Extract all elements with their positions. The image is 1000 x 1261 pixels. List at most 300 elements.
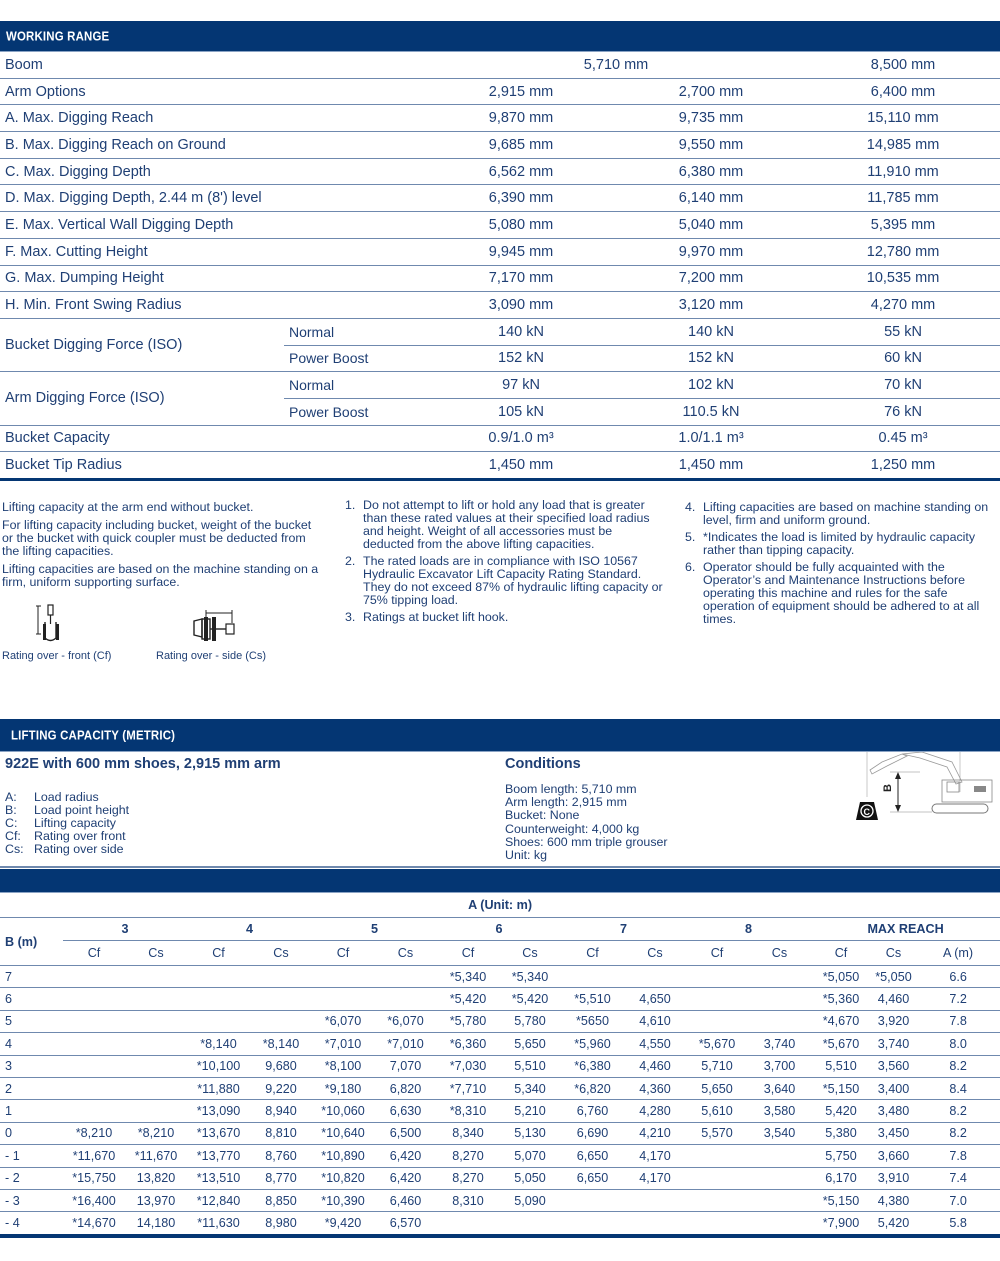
table-row [0,988,1000,1010]
bucket-tip-radius-row [0,452,1000,480]
capacity-cell: 5,070 [499,1145,561,1167]
capacity-cell: *13,090 [187,1100,250,1122]
note-text: For lifting capacity including bucket, weight of the bucket or the bucket with quick coupler must be deducted from the lifting capacities. [2,518,312,558]
spec-row [0,185,1000,212]
capacity-cell: 6.6 [916,966,1000,988]
capacity-cell: 8,810 [250,1122,312,1144]
capacity-cell: 8,270 [437,1167,499,1189]
group-header: 4 [187,918,312,941]
row-label: D. Max. Digging Depth, 2.44 m (8') level [0,185,426,212]
capacity-cell: 8,760 [250,1145,312,1167]
capacity-cell: 6,420 [374,1167,437,1189]
condition-item: Boom length: 5,710 mm [505,782,637,796]
capacity-cell [624,966,686,988]
capacity-cell [312,988,374,1010]
value: 1,450 mm [426,452,616,480]
value: 102 kN [616,372,806,399]
capacity-cell: *5,960 [561,1033,624,1055]
value: 9,735 mm [616,105,806,132]
capacity-cell: 8,340 [437,1122,499,1144]
capacity-cell: *8,100 [312,1055,374,1077]
capacity-cell [63,1033,125,1055]
capacity-cell [561,1189,624,1211]
capacity-cell: 5,610 [686,1100,748,1122]
value: 1.0/1.1 m³ [616,425,806,452]
table-row [0,1145,1000,1167]
value: 8,500 mm [806,52,1000,78]
sub-label: Power Boost [284,345,426,372]
capacity-cell: *10,060 [312,1100,374,1122]
capacity-cell: *7,010 [312,1033,374,1055]
capacity-cell: 6,460 [374,1189,437,1211]
value: 140 kN [426,318,616,345]
value: 12,780 mm [806,238,1000,265]
capacity-cell [125,1010,187,1032]
cs-header: Cs [748,941,811,966]
capacity-cell: 4,650 [624,988,686,1010]
capacity-cell [748,1167,811,1189]
value: 152 kN [616,345,806,372]
b-value: 1 [0,1100,63,1122]
capacity-cell: 5,380 [811,1122,871,1144]
capacity-cell [374,966,437,988]
table-row [0,1122,1000,1144]
capacity-cell: 4,360 [624,1077,686,1099]
a-header: A (m) [916,941,1000,966]
value: 6,140 mm [616,185,806,212]
capacity-cell [250,1010,312,1032]
value: 0.9/1.0 m³ [426,425,616,452]
conditions-title: Conditions [505,756,581,772]
table-row [0,966,1000,988]
capacity-cell: 3,740 [748,1033,811,1055]
table-row [0,1033,1000,1055]
capacity-cell: 5,090 [499,1189,561,1211]
note-item: 2. The rated loads are in compliance with ISO 10567 Hydraulic Excavator Lift Capacity Rating Standard. They do not exceed 87% of hydraulic lifting capacity or 75% tipping load. [345,554,663,607]
cf-header: Cf [312,941,374,966]
legend-item: Cs: Rating over side [5,842,124,856]
legend-item: A: Load radius [5,790,99,804]
capacity-cell [187,988,250,1010]
capacity-cell: 8.2 [916,1055,1000,1077]
value: 1,250 mm [806,452,1000,480]
capacity-cell: 3,640 [748,1077,811,1099]
capacity-cell: 6,570 [374,1212,437,1236]
capacity-cell: *10,890 [312,1145,374,1167]
row-label: C. Max. Digging Depth [0,158,426,185]
value: 9,870 mm [426,105,616,132]
value: 3,090 mm [426,292,616,319]
capacity-cell [63,1077,125,1099]
spec-row [0,105,1000,132]
capacity-cell: 13,820 [125,1167,187,1189]
value: 2,915 mm [426,78,616,105]
capacity-cell: *7,710 [437,1077,499,1099]
spec-row [0,265,1000,292]
capacity-cell: *12,840 [187,1189,250,1211]
capacity-cell [499,1212,561,1236]
capacity-cell [125,1077,187,1099]
capacity-cell [686,1167,748,1189]
capacity-cell: *5,360 [811,988,871,1010]
side-rating-icon [190,609,238,643]
capacity-cell [125,1100,187,1122]
conditions-list [505,783,668,862]
capacity-cell: *7,010 [374,1033,437,1055]
cf-header: Cf [811,941,871,966]
table-row [0,1077,1000,1099]
capacity-cell: 5,420 [811,1100,871,1122]
capacity-cell: 8,940 [250,1100,312,1122]
capacity-cell [748,1010,811,1032]
capacity-cell: *7,900 [811,1212,871,1236]
capacity-cell: 3,660 [871,1145,916,1167]
row-label: Arm Options [0,78,426,105]
note-text: Lifting capacity at the arm end without bucket. [2,500,254,514]
capacity-cell: 5,570 [686,1122,748,1144]
sub-label: Power Boost [284,398,426,425]
svg-text:C: C [863,807,870,817]
b-value: - 1 [0,1145,63,1167]
condition-item: Arm length: 2,915 mm [505,795,627,810]
capacity-cell [63,1010,125,1032]
capacity-cell: 6,170 [811,1167,871,1189]
capacity-cell [437,1212,499,1236]
sub-label: Normal [284,318,426,345]
capacity-cell: *8,310 [437,1100,499,1122]
capacity-cell: 5,780 [499,1010,561,1032]
capacity-cell [748,1145,811,1167]
capacity-cell: *9,180 [312,1077,374,1099]
capacity-cell: *13,670 [187,1122,250,1144]
value: 152 kN [426,345,616,372]
spec-row [0,212,1000,239]
spec-row [0,238,1000,265]
capacity-cell: 5,710 [686,1055,748,1077]
value: 5,710 mm [426,52,806,78]
capacity-cell: 7.2 [916,988,1000,1010]
capacity-cell: 3,910 [871,1167,916,1189]
capacity-cell: 6,650 [561,1167,624,1189]
capacity-cell [686,1212,748,1236]
capacity-cell [686,988,748,1010]
capacity-cell: *10,640 [312,1122,374,1144]
capacity-cell: 4,380 [871,1189,916,1211]
capacity-cell: 13,970 [125,1189,187,1211]
capacity-cell: *10,820 [312,1167,374,1189]
working-range-title: WORKING RANGE [6,28,110,44]
row-label: H. Min. Front Swing Radius [0,292,426,319]
table-row [0,1167,1000,1189]
svg-text:B: B [882,784,894,792]
value: 6,400 mm [806,78,1000,105]
capacity-cell: 4,460 [624,1055,686,1077]
capacity-cell [561,1212,624,1236]
capacity-cell: 6,650 [561,1145,624,1167]
table-row [0,1010,1000,1032]
capacity-cell: *9,420 [312,1212,374,1236]
capacity-cell: *16,400 [63,1189,125,1211]
capacity-cell: *11,880 [187,1077,250,1099]
capacity-cell: 3,740 [871,1033,916,1055]
front-rating-caption: Rating over - front (Cf) [2,650,112,662]
capacity-cell: *5,670 [811,1033,871,1055]
lifting-capacity-header [0,719,1000,752]
working-range-table [0,52,1000,481]
capacity-cell: 3,480 [871,1100,916,1122]
b-value: 6 [0,988,63,1010]
note-item: 3. Ratings at bucket lift hook. [345,610,509,624]
capacity-cell: 8.2 [916,1122,1000,1144]
capacity-cell: 3,450 [871,1122,916,1144]
cs-header: Cs [499,941,561,966]
value: 14,985 mm [806,132,1000,159]
side-rating-caption: Rating over - side (Cs) [156,650,267,662]
row-label: Bucket Tip Radius [0,452,426,480]
capacity-cell: 5,510 [811,1055,871,1077]
capacity-cell: 3,400 [871,1077,916,1099]
capacity-cell: 4,210 [624,1122,686,1144]
group-header: 3 [63,918,187,941]
capacity-cell [125,1033,187,1055]
capacity-cell: 6,420 [374,1145,437,1167]
row-label: Arm Digging Force (ISO) [0,372,284,425]
capacity-cell: 7.0 [916,1189,1000,1211]
capacity-cell: 5.8 [916,1212,1000,1236]
legend [5,791,129,856]
capacity-cell: 4,170 [624,1145,686,1167]
front-rating-icon [34,604,64,644]
condition-item: Counterweight: 4,000 kg [505,821,640,836]
value: 4,270 mm [806,292,1000,319]
capacity-cell [187,966,250,988]
capacity-cell: *8,210 [125,1122,187,1144]
capacity-cell: *7,030 [437,1055,499,1077]
condition-item: Shoes: 600 mm triple grouser [505,834,668,849]
capacity-cell: *8,210 [63,1122,125,1144]
value: 6,390 mm [426,185,616,212]
bucket-capacity-row [0,425,1000,452]
capacity-cell: *11,670 [125,1145,187,1167]
capacity-cell: 3,540 [748,1122,811,1144]
b-value: 7 [0,966,63,988]
capacity-cell [624,1212,686,1236]
capacity-cell: 9,220 [250,1077,312,1099]
value: 11,785 mm [806,185,1000,212]
capacity-cell [748,966,811,988]
value: 5,395 mm [806,212,1000,239]
notes-middle [345,499,665,628]
lifting-capacity-title: LIFTING CAPACITY (METRIC) [11,727,176,743]
capacity-cell: 6,690 [561,1122,624,1144]
group-header: 8 [686,918,811,941]
value: 0.45 m³ [806,425,1000,452]
capacity-cell: *6,070 [374,1010,437,1032]
b-value: - 4 [0,1212,63,1236]
value: 5,080 mm [426,212,616,239]
capacity-cell [748,1189,811,1211]
note-text: Lifting capacities are based on the machine standing on a firm, uniform supporting surface. [2,562,319,589]
capacity-cell: 4,460 [871,988,916,1010]
condition-item: Bucket: None [505,808,580,823]
capacity-cell: *15,750 [63,1167,125,1189]
capacity-cell: 3,700 [748,1055,811,1077]
capacity-cell: *14,670 [63,1212,125,1236]
legend-item: Cf: Rating over front [5,829,126,843]
value: 1,450 mm [616,452,806,480]
b-value: 3 [0,1055,63,1077]
b-header: B (m) [0,918,63,966]
capacity-cell [686,966,748,988]
value: 9,550 mm [616,132,806,159]
capacity-cell: 8.4 [916,1077,1000,1099]
capacity-cell: 8,770 [250,1167,312,1189]
capacity-cell [63,1055,125,1077]
row-label: E. Max. Vertical Wall Digging Depth [0,212,426,239]
capacity-cell: 8,310 [437,1189,499,1211]
row-label: F. Max. Cutting Height [0,238,426,265]
capacity-cell: 5,210 [499,1100,561,1122]
spec-row [0,292,1000,319]
capacity-cell [63,966,125,988]
value: 140 kN [616,318,806,345]
table-row [0,1212,1000,1236]
lifting-capacity-table [0,893,1000,1238]
sub-label: Normal [284,372,426,399]
b-value: - 2 [0,1167,63,1189]
value: 7,200 mm [616,265,806,292]
b-value: - 3 [0,1189,63,1211]
capacity-cell: 8,850 [250,1189,312,1211]
capacity-cell [312,966,374,988]
row-label: A. Max. Digging Reach [0,105,426,132]
capacity-cell: 3,580 [748,1100,811,1122]
capacity-cell: 7,070 [374,1055,437,1077]
capacity-cell: *5,340 [437,966,499,988]
cs-header: Cs [125,941,187,966]
capacity-cell [125,988,187,1010]
divider [0,866,1000,868]
value: 110.5 kN [616,398,806,425]
capacity-cell [686,1010,748,1032]
capacity-cell: *5,340 [499,966,561,988]
capacity-cell: 6,760 [561,1100,624,1122]
value: 3,120 mm [616,292,806,319]
capacity-cell: 8,980 [250,1212,312,1236]
capacity-cell [748,988,811,1010]
capacity-cell [374,988,437,1010]
table-row [0,1100,1000,1122]
notes-left [2,501,322,594]
cf-header: Cf [437,941,499,966]
group-header: MAX REACH [811,918,1000,941]
capacity-cell: *10,390 [312,1189,374,1211]
capacity-cell: 5,130 [499,1122,561,1144]
b-value: 5 [0,1010,63,1032]
value: 60 kN [806,345,1000,372]
arm-force-row [0,372,1000,399]
note-item: 1. Do not attempt to lift or hold any load that is greater than these rated values at their specified load radius and height. Weight of all accessories must be deducted from the above lifting capacities. [345,498,650,551]
working-range-header [0,21,1000,52]
capacity-cell [250,966,312,988]
capacity-cell: 5,650 [499,1033,561,1055]
table-row [0,1189,1000,1211]
value: 15,110 mm [806,105,1000,132]
capacity-cell: 5,510 [499,1055,561,1077]
value: 70 kN [806,372,1000,399]
row-label: G. Max. Dumping Height [0,265,426,292]
row-label: Boom [0,52,426,78]
capacity-cell: *5,050 [871,966,916,988]
capacity-cell: *5,670 [686,1033,748,1055]
capacity-cell: *5650 [561,1010,624,1032]
excavator-diagram [852,752,1000,822]
capacity-cell: 5,650 [686,1077,748,1099]
capacity-cell [561,966,624,988]
value: 97 kN [426,372,616,399]
capacity-cell: 7.8 [916,1010,1000,1032]
capacity-cell [748,1212,811,1236]
note-item: 5. *Indicates the load is limited by hydraulic capacity rather than tipping capacity. [685,530,976,557]
capacity-cell: 7.8 [916,1145,1000,1167]
capacity-cell [250,988,312,1010]
value: 2,700 mm [616,78,806,105]
value: 9,685 mm [426,132,616,159]
capacity-cell: *5,150 [811,1189,871,1211]
b-value: 0 [0,1122,63,1144]
capacity-cell: *13,510 [187,1167,250,1189]
capacity-cell: *10,100 [187,1055,250,1077]
lifting-table-band [0,869,1000,893]
capacity-cell: *5,420 [437,988,499,1010]
capacity-cell: *6,360 [437,1033,499,1055]
capacity-cell: *5,050 [811,966,871,988]
value: 7,170 mm [426,265,616,292]
capacity-cell: *5,510 [561,988,624,1010]
cf-header: Cf [63,941,125,966]
capacity-cell: 5,750 [811,1145,871,1167]
capacity-cell: *5,780 [437,1010,499,1032]
capacity-cell [686,1145,748,1167]
capacity-cell: 4,610 [624,1010,686,1032]
capacity-cell: *13,770 [187,1145,250,1167]
note-item: 4. Lifting capacities are based on machine standing on level, firm and uniform ground. [685,500,989,527]
unit-header: A (Unit: m) [0,893,1000,918]
capacity-cell: 5,420 [871,1212,916,1236]
spec-row [0,132,1000,159]
capacity-cell: 6,500 [374,1122,437,1144]
capacity-cell: 8.2 [916,1100,1000,1122]
group-header: 7 [561,918,686,941]
b-value: 4 [0,1033,63,1055]
capacity-cell: *6,820 [561,1077,624,1099]
capacity-cell: 6,820 [374,1077,437,1099]
capacity-cell: *8,140 [187,1033,250,1055]
condition-item: Unit: kg [505,848,548,863]
capacity-cell: 8.0 [916,1033,1000,1055]
row-label: B. Max. Digging Reach on Ground [0,132,426,159]
capacity-cell: 7.4 [916,1167,1000,1189]
cf-header: Cf [686,941,748,966]
capacity-cell: *11,670 [63,1145,125,1167]
capacity-cell [187,1010,250,1032]
value: 9,970 mm [616,238,806,265]
value: 6,562 mm [426,158,616,185]
capacity-cell: *5,150 [811,1077,871,1099]
cf-header: Cf [187,941,250,966]
boom-row [0,52,1000,78]
row-label: Bucket Capacity [0,425,426,452]
